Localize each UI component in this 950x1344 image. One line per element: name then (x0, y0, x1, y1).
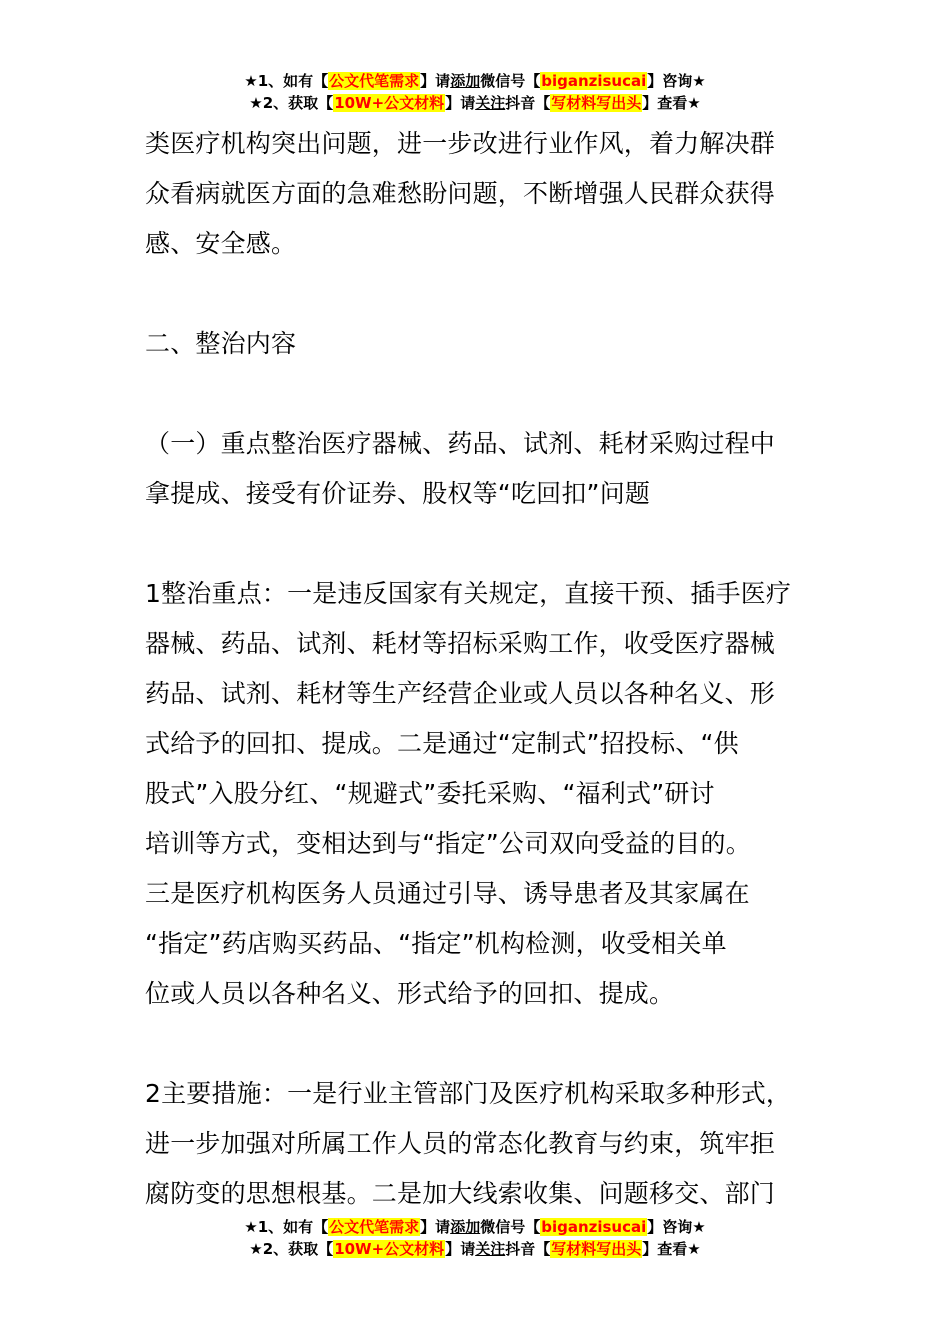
banner-highlight: 公文代笔需求 (329, 1218, 420, 1236)
banner-text: ★2、获取【 (249, 1240, 334, 1258)
banner-underline: 添加 (450, 1218, 481, 1236)
text-line: 众看病就医方面的急难愁盼问题，不断增强人民群众获得 (145, 179, 776, 208)
header-banner (0, 70, 950, 114)
text-line: 培训等方式，变相达到与“指定”公司双向受益的目的。 (145, 829, 751, 858)
text-line: 类医疗机构突出问题，进一步改进行业作风，着力解决群 (145, 129, 776, 158)
banner-underline: 添加 (450, 72, 481, 90)
banner-highlight: 写材料写出头 (551, 94, 642, 112)
banner-text: 】查看★ (642, 1240, 701, 1258)
banner-text: 】请 (445, 94, 476, 112)
banner-text: 】请 (420, 1218, 451, 1236)
banner-text: 】请 (420, 72, 451, 90)
text-line: 药品、试剂、耗材等生产经营企业或人员以各种名义、形 (145, 679, 776, 708)
text-line: 三是医疗机构医务人员通过引导、诱导患者及其家属在 (145, 879, 750, 908)
banner-text: ★1、如有【 (244, 1218, 329, 1236)
heading-text: 二、整治内容 (145, 329, 297, 358)
banner-text: 抖音【 (505, 1240, 551, 1258)
section-heading (145, 319, 807, 369)
text-line: （一）重点整治医疗器械、药品、试剂、耗材采购过程中 (145, 429, 776, 458)
banner-highlight: 10W+公文材料 (334, 1240, 445, 1258)
banner-line-1 (0, 1216, 950, 1238)
banner-text: 】咨询★ (647, 1218, 706, 1236)
text-line: 股式”入股分红、“规避式”委托采购、“福利式”研讨 (145, 779, 715, 808)
document-body (145, 119, 807, 1219)
banner-text: 抖音【 (505, 94, 551, 112)
banner-highlight: 公文代笔需求 (329, 72, 420, 90)
text-line: 位或人员以各种名义、形式给予的回扣、提成。 (145, 979, 675, 1008)
paragraph-intro (145, 119, 807, 269)
banner-line-1 (0, 70, 950, 92)
footer-banner (0, 1216, 950, 1260)
text-line: 拿提成、接受有价证券、股权等“吃回扣”问题 (145, 479, 651, 508)
banner-text: ★1、如有【 (244, 72, 329, 90)
banner-line-2 (0, 1238, 950, 1260)
banner-highlight: 写材料写出头 (551, 1240, 642, 1258)
banner-highlight: biganzisucai (541, 72, 647, 90)
text-line: 器械、药品、试剂、耗材等招标采购工作，收受医疗器械 (145, 629, 776, 658)
banner-highlight: 10W+公文材料 (334, 94, 445, 112)
banner-line-2 (0, 92, 950, 114)
banner-text: 】请 (445, 1240, 476, 1258)
text-line: “指定”药店购买药品、“指定”机构检测，收受相关单 (145, 929, 727, 958)
banner-highlight: biganzisucai (541, 1218, 647, 1236)
banner-underline: 关注 (475, 94, 506, 112)
text-line: 腐防变的思想根基。二是加大线索收集、问题移交、部门 (145, 1179, 776, 1208)
text-line: 进一步加强对所属工作人员的常态化教育与约束，筑牢拒 (145, 1129, 776, 1158)
text-line: 2主要措施：一是行业主管部门及医疗机构采取多种形式， (145, 1079, 792, 1108)
paragraph-point-2 (145, 1069, 807, 1219)
text-line: 1整治重点：一是违反国家有关规定，直接干预、插手医疗 (145, 579, 792, 608)
text-line: 式给予的回扣、提成。二是通过“定制式”招投标、“供 (145, 729, 739, 758)
paragraph-point-1 (145, 569, 807, 1019)
banner-underline: 关注 (475, 1240, 506, 1258)
subsection-heading (145, 419, 807, 519)
banner-text: 微信号【 (480, 1218, 541, 1236)
banner-text: 】查看★ (642, 94, 701, 112)
banner-text: 微信号【 (480, 72, 541, 90)
banner-text: 】咨询★ (647, 72, 706, 90)
banner-text: ★2、获取【 (249, 94, 334, 112)
text-line: 感、安全感。 (145, 229, 297, 258)
